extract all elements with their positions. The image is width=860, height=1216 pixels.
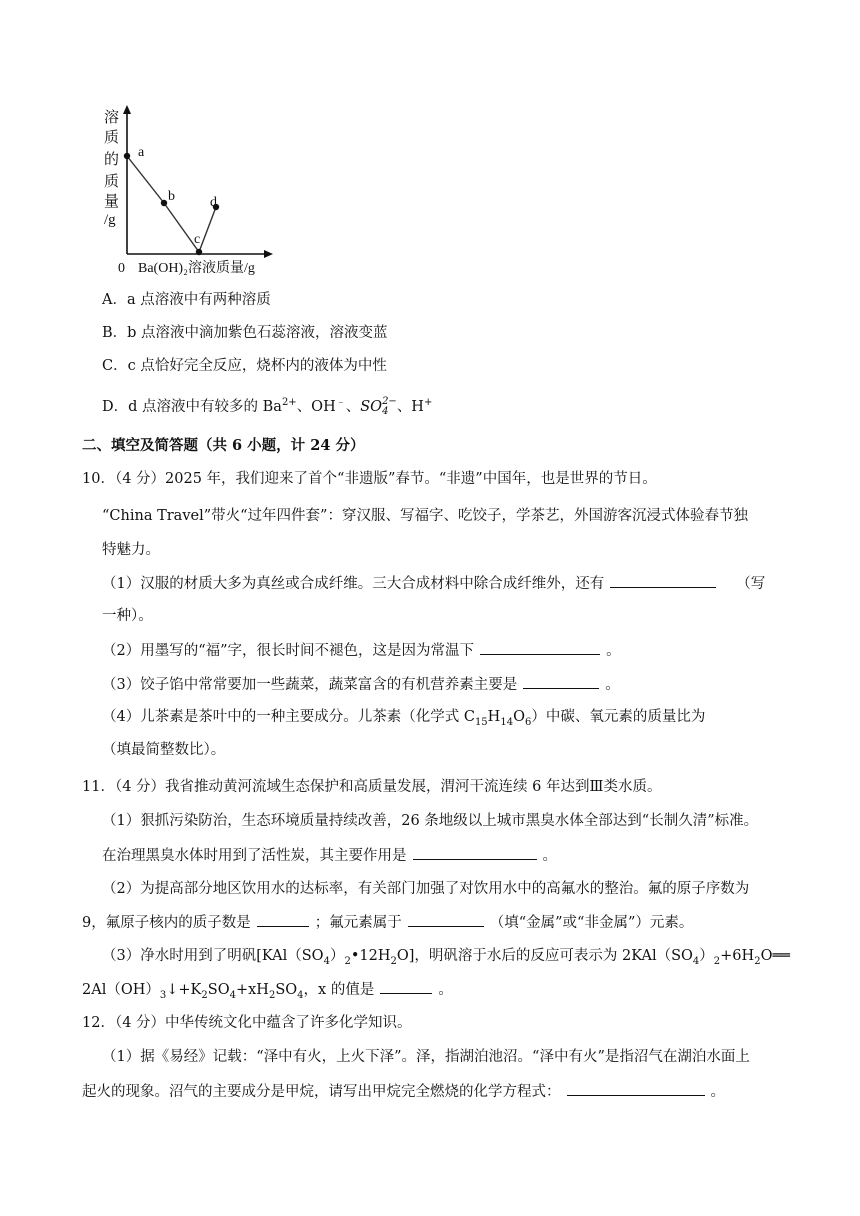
q11-part2-text: （填“金属”或“非金属”）元素。	[489, 915, 694, 931]
point-a-label: a	[138, 145, 145, 160]
x-axis-label: Ba(OH)₂溶液质量/g	[138, 261, 255, 276]
q11-part1: （1）狠抓污染防治，生态环境质量持续改善，26 条地级以上城市黑臭水体全部达到“长制久清”标准。	[102, 813, 759, 829]
point-a-marker	[124, 153, 130, 159]
point-c-marker	[196, 249, 202, 255]
answer-blank[interactable]	[380, 979, 432, 994]
q11-part1-text: 在治理黑臭水体时用到了活性炭，其主要作用是	[102, 848, 407, 864]
solute-mass-graph	[98, 104, 288, 284]
subscript: 2	[390, 955, 397, 967]
option-d-text: D．d 点溶液中有较多的 Ba	[102, 399, 282, 415]
subscript: 15	[474, 716, 488, 728]
q10-part2-text: （2）用墨写的“福”字，很长时间不褪色，这是因为常温下	[102, 643, 475, 659]
q12-stem: 12．（4 分）中华传统文化中蕴含了许多化学知识。	[82, 1015, 412, 1031]
option-a: A．a 点溶液中有两种溶质	[102, 292, 271, 308]
q10-part4-text: ）中碳、氧元素的质量比为	[531, 709, 706, 725]
subscript: 2	[268, 989, 276, 1001]
sulfate-ion	[360, 396, 397, 417]
option-d-text: 、	[345, 399, 361, 415]
q10-stem: 10．（4 分）2025 年，我们迎来了首个“非遗版”春节。“非遗”中国年，也是世界的节日。	[82, 471, 657, 487]
answer-blank[interactable]	[257, 912, 309, 927]
q10-part1	[102, 573, 765, 594]
q11-part1-text: 。	[542, 848, 557, 864]
q11-part2-cont	[82, 912, 693, 933]
sulfate-charge: 2−	[382, 396, 397, 407]
q10-part4	[102, 707, 705, 727]
answer-blank[interactable]	[567, 1081, 705, 1096]
q11-part3-text: （3）净水时用到了明矾[KAl（SO	[102, 948, 324, 964]
subscript: 3	[159, 989, 167, 1001]
subscript: 4	[297, 989, 304, 1001]
y-label-char: 质	[104, 130, 120, 146]
option-b: B．b 点溶液中滴加紫色石蕊溶液，溶液变蓝	[102, 325, 388, 341]
q11-part3-text: O══	[760, 948, 790, 964]
y-axis-label	[104, 109, 119, 228]
option-d-text: 、H	[396, 399, 424, 415]
ion-charge: +	[423, 397, 433, 409]
ion-charge: ﹣	[335, 397, 346, 409]
q11-part2: （2）为提高部分地区饮用水的达标率，有关部门加强了对饮用水中的高氟水的整治。氟的原子序数为	[102, 881, 750, 897]
q10-part4-text: H	[487, 709, 501, 725]
q11-part3-text: ）	[699, 948, 714, 964]
subscript: 4	[323, 955, 330, 967]
point-b-marker	[161, 200, 167, 206]
sulfate-subscript: 4	[382, 406, 389, 417]
y-label-char: 量	[104, 194, 120, 210]
subscript: 2	[754, 955, 761, 967]
q11-part3-text: 2Al（OH）	[82, 982, 160, 998]
q11-part2-text: ；氟元素属于	[314, 915, 402, 931]
q12-part1-text: 起火的现象。沼气的主要成分是甲烷，请写出甲烷完全燃烧的化学方程式：	[82, 1084, 561, 1100]
answer-blank[interactable]	[610, 573, 716, 588]
q11-part3-text: O]，明矾溶于水后的反应可表示为 2KAl（SO	[396, 948, 693, 964]
q11-part3-text: SO	[275, 982, 298, 998]
subscript: 2	[201, 989, 208, 1001]
x-axis-arrow	[264, 250, 273, 258]
q10-part3-text: 。	[605, 677, 620, 693]
ion-charge: 2+	[281, 397, 297, 409]
section-heading: 二、填空及简答题（共 6 小题，计 24 分）	[82, 437, 365, 454]
answer-blank[interactable]	[480, 640, 600, 655]
q11-part3-text: +6H	[720, 948, 755, 964]
option-d-text: 、OH	[296, 399, 336, 415]
subscript: 4	[229, 989, 236, 1001]
q11-part3-cont	[82, 979, 453, 1000]
q10-part4-cont: （填最简整数比）。	[102, 742, 226, 758]
q12-part1-cont	[82, 1081, 725, 1102]
subscript: 2	[344, 955, 351, 967]
q10-part4-text: O	[513, 709, 525, 725]
q10-part1-text: （写	[736, 576, 766, 592]
q10-part1-cont: 一种）。	[102, 608, 153, 624]
point-b-label: b	[168, 189, 175, 204]
q11-part3-text: 。	[438, 982, 453, 998]
subscript: 14	[500, 716, 514, 728]
option-c: C．c 点恰好完全反应，烧杯内的液体为中性	[102, 358, 387, 374]
subscript: 6	[524, 716, 532, 728]
answer-blank[interactable]	[413, 845, 537, 860]
q11-part3-text: +xH	[235, 982, 269, 998]
q11-part2-text: 9，氟原子核内的质子数是	[82, 915, 251, 931]
subscript: 4	[692, 955, 700, 967]
subscript: 2	[713, 955, 721, 967]
q10-part2-text: 。	[606, 643, 621, 659]
q10-part3-text: （3）饺子馅中常常要加一些蔬菜，蔬菜富含的有机营养素主要是	[102, 677, 518, 693]
q10-part4-text: （4）儿茶素是茶叶中的一种主要成分。儿茶素（化学式 C	[102, 709, 475, 725]
q11-part3-text: •12H	[350, 948, 391, 964]
q12-part1: （1）据《易经》记载：“泽中有火，上火下泽”。泽，指湖泊池沼。“泽中有火”是指沼气在湖泊水面上	[102, 1049, 750, 1065]
q10-stem-line: “China Travel”带火“过年四件套”：穿汉服、写福字、吃饺子，学茶艺，外国游客沉浸式体验春节独	[102, 508, 748, 524]
point-d-label: d	[210, 195, 217, 210]
q11-part3	[102, 946, 790, 966]
y-label-char: /g	[104, 212, 116, 228]
q10-part3	[102, 674, 620, 695]
y-axis-arrow	[123, 105, 131, 114]
point-c-label: c	[194, 232, 201, 247]
q11-stem: 11．（4 分）我省推动黄河流域生态保护和高质量发展，渭河干流连续 6 年达到Ⅲ类水质。	[82, 779, 662, 795]
q11-part3-text: ）	[329, 948, 345, 964]
q10-part2	[102, 640, 621, 661]
solute-mass-curve	[127, 156, 216, 252]
answer-blank[interactable]	[408, 912, 484, 927]
q10-stem-line: 特魅力。	[102, 542, 160, 558]
q11-part3-text: ，x 的值是	[303, 982, 375, 998]
q10-part1-text: （1）汉服的材质大多为真丝或合成纤维。三大合成材料中除合成纤维外，还有	[102, 576, 605, 592]
option-d	[102, 397, 432, 417]
q11-part1-cont	[102, 845, 557, 866]
origin-label: 0	[118, 261, 125, 276]
y-label-char: 质	[104, 174, 120, 190]
q12-part1-text: 。	[710, 1084, 725, 1100]
q11-part3-text: ↓+K	[166, 982, 202, 998]
y-label-char: 溶	[104, 110, 120, 126]
q11-part3-text: SO	[207, 982, 230, 998]
sulfate-symbol: SO	[360, 399, 383, 415]
answer-blank[interactable]	[523, 674, 599, 689]
y-label-char: 的	[104, 152, 120, 168]
